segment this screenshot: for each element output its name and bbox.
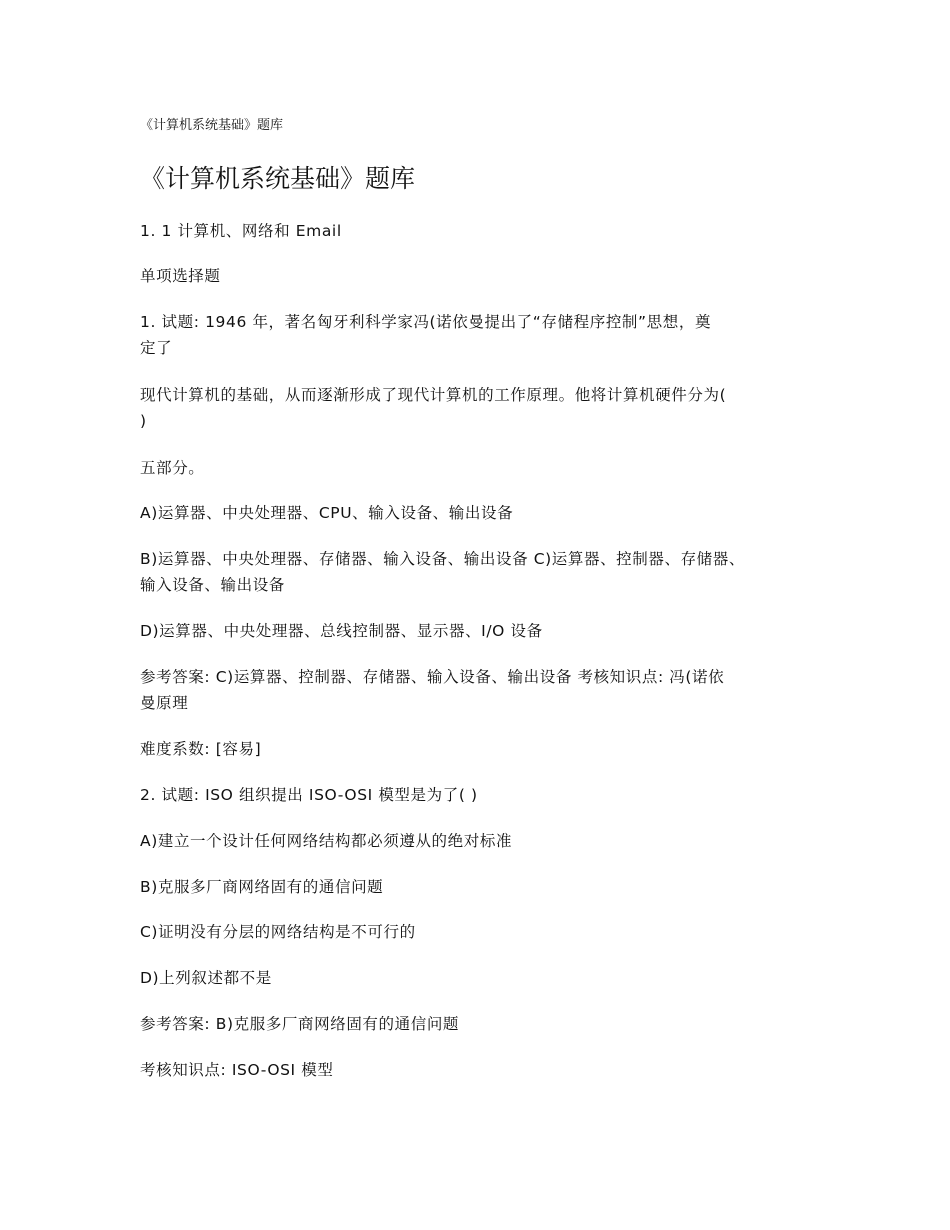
q1-stem-line-4: ) (140, 412, 147, 430)
q1-stem-line-5: 五部分。 (140, 459, 205, 477)
q1-option-bc-line-2: 输入设备、输出设备 (140, 576, 285, 594)
q2-option-d: D)上列叙述都不是 (140, 969, 272, 987)
q2-answer: 参考答案: B)克服多厂商网络固有的通信问题 (140, 1015, 460, 1033)
q1-stem-line-1: 1. 试题: 1946 年，著名匈牙利科学家冯(诺依曼提出了“存储程序控制”思想，奠 (140, 313, 712, 331)
q2-stem: 2. 试题: ISO 组织提出 ISO-OSI 模型是为了( ) (140, 786, 478, 804)
q1-difficulty: 难度系数: [容易] (140, 740, 262, 758)
q1-answer-line-1: 参考答案: C)运算器、控制器、存储器、输入设备、输出设备 考核知识点: 冯(诺依 (140, 668, 725, 686)
q1-option-bc-line-1: B)运算器、中央处理器、存储器、输入设备、输出设备 C)运算器、控制器、存储器、 (140, 550, 745, 568)
q2-knowledge-point: 考核知识点: ISO-OSI 模型 (140, 1061, 334, 1079)
q1-answer-line-2: 曼原理 (140, 694, 189, 712)
section-heading: 1. 1 计算机、网络和 Email (140, 222, 342, 240)
q1-option-d: D)运算器、中央处理器、总线控制器、显示器、I/O 设备 (140, 622, 543, 640)
q1-stem-line-2: 定了 (140, 339, 173, 357)
page-title: 《计算机系统基础》题库 (140, 164, 416, 193)
question-type-heading: 单项选择题 (140, 267, 221, 285)
q2-option-a: A)建立一个设计任何网络结构都必须遵从的绝对标准 (140, 832, 513, 850)
q2-option-b: B)克服多厂商网络固有的通信问题 (140, 878, 384, 896)
q1-stem-line-3: 现代计算机的基础，从而逐渐形成了现代计算机的工作原理。他将计算机硬件分为( (140, 386, 727, 404)
running-header: 《计算机系统基础》题库 (140, 118, 284, 133)
q1-option-a: A)运算器、中央处理器、CPU、输入设备、输出设备 (140, 504, 514, 522)
q2-option-c: C)证明没有分层的网络结构是不可行的 (140, 923, 416, 941)
